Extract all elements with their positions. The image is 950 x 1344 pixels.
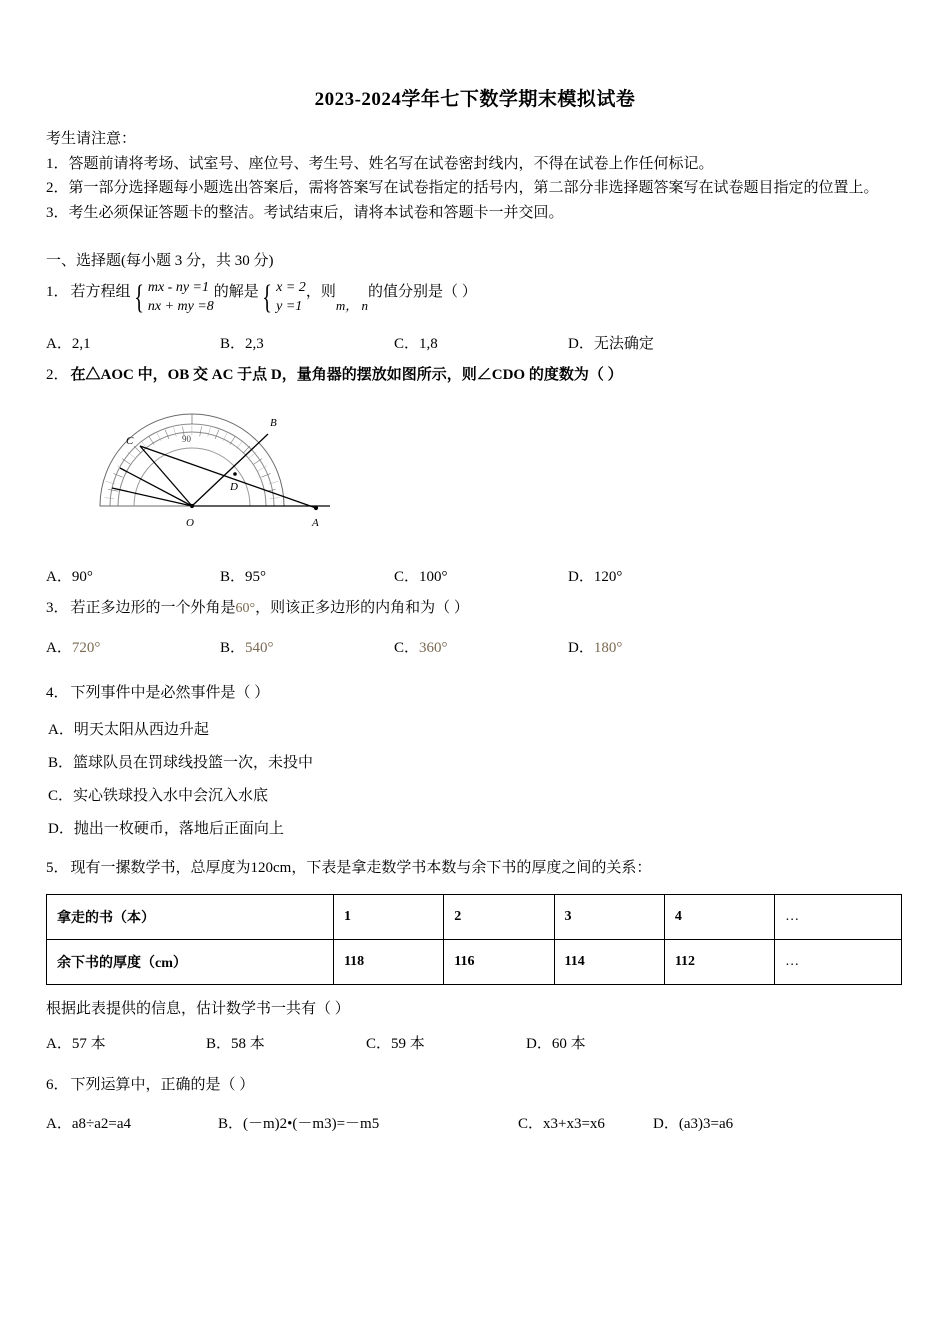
option-2-d[interactable]: D．120° bbox=[568, 569, 623, 586]
question-6-stem: 下列运算中，正确的是（ ） bbox=[70, 1076, 255, 1093]
cell-r2c1: 118 bbox=[333, 939, 443, 984]
question-3-options bbox=[46, 636, 904, 657]
option-2-a[interactable]: A．90° bbox=[46, 569, 93, 586]
question-5-stem: 现有一摞数学书，总厚度为120cm，下表是拿走数学书本数与余下书的厚度之间的关系： bbox=[70, 860, 652, 877]
cell-r1c2: 2 bbox=[444, 894, 554, 939]
question-3-stem-before: 若正多边形的一个外角是 bbox=[70, 600, 236, 617]
question-1 bbox=[46, 280, 904, 318]
question-5 bbox=[46, 856, 904, 882]
page-title: 2023-2024学年七下数学期末模拟试卷 bbox=[314, 89, 636, 110]
question-3-stem-after: ，则该正多边形的内角和为（ ） bbox=[255, 600, 469, 617]
option-3-a-value: 720° bbox=[71, 639, 101, 656]
question-2-stem: 在△AOC 中，OB 交 AC 于点 D，量角器的摆放如图所示，则∠CDO 的度数为（ ） bbox=[70, 366, 623, 383]
row-label-books-taken: 拿走的书（本） bbox=[47, 894, 334, 939]
system2-line2: y =1 bbox=[276, 298, 303, 314]
left-brace-icon-2: { bbox=[262, 278, 272, 316]
question-1-vars: m， n bbox=[335, 297, 368, 313]
option-4-b[interactable]: B．篮球队员在罚球线投篮一次，未投中 bbox=[48, 755, 314, 772]
point-O-marker bbox=[190, 504, 194, 508]
label-D: D bbox=[230, 481, 238, 494]
question-5-number: 5． bbox=[46, 860, 69, 877]
option-5-d[interactable]: D．60 本 bbox=[526, 1035, 586, 1052]
cell-r2c2: 116 bbox=[444, 939, 554, 984]
notice-line-3: 3．考生必须保证答题卡的整洁。考试结束后，请将本试卷和答题卡一并交回。 bbox=[46, 204, 564, 221]
option-1-b[interactable]: B．2,3 bbox=[220, 335, 264, 352]
question-2-number: 2． bbox=[46, 366, 69, 383]
left-brace-icon: { bbox=[133, 278, 144, 316]
cell-r2c3: 114 bbox=[554, 939, 664, 984]
label-C: C bbox=[126, 435, 134, 448]
option-3-b-label: B． bbox=[220, 639, 246, 656]
cell-r1c3: 3 bbox=[554, 894, 664, 939]
notice-line-2: 2．第一部分选择题每小题选出答案后，需将答案写在试卷指定的括号内，第二部分非选择题答案写在试卷题目指定的位置上。 bbox=[46, 180, 879, 197]
question-3-number: 3． bbox=[46, 600, 69, 617]
option-5-b[interactable]: B．58 本 bbox=[206, 1035, 265, 1052]
option-1-c[interactable]: C．1,8 bbox=[394, 335, 438, 352]
question-6 bbox=[46, 1073, 904, 1099]
option-2-b[interactable]: B．95° bbox=[220, 569, 267, 586]
point-D-marker bbox=[233, 472, 237, 476]
label-O: O bbox=[186, 517, 194, 530]
option-4-c[interactable]: C．实心铁球投入水中会沉入水底 bbox=[48, 788, 269, 805]
notice-line-1: 1．答题前请将考场、试室号、座位号、考生号、姓名写在试卷密封线内，不得在试卷上作任何标记。 bbox=[46, 156, 714, 172]
option-5-a[interactable]: A．57 本 bbox=[46, 1035, 106, 1052]
data-table bbox=[46, 894, 902, 985]
option-6-c[interactable]: C．x3+x3=x6 bbox=[518, 1116, 605, 1133]
cell-r1c1: 1 bbox=[333, 894, 443, 939]
option-3-b[interactable] bbox=[220, 636, 394, 657]
question-6-number: 6． bbox=[46, 1076, 69, 1093]
question-1-number: 1． bbox=[46, 283, 69, 300]
option-3-c[interactable] bbox=[394, 636, 568, 657]
question-5-after-table: 根据此表提供的信息，估计数学书一共有（ ） bbox=[46, 1000, 350, 1017]
question-1-options bbox=[46, 332, 904, 353]
point-A-marker bbox=[314, 506, 318, 510]
table-row bbox=[47, 894, 902, 939]
question-4-number: 4． bbox=[46, 684, 69, 701]
system1-line2: nx + my =8 bbox=[147, 298, 214, 314]
option-6-b[interactable]: B．(－m)2•(－m3)=－m5 bbox=[218, 1116, 380, 1133]
option-3-c-label: C． bbox=[394, 639, 420, 656]
option-3-d[interactable] bbox=[568, 636, 742, 657]
question-1-system-1 bbox=[131, 279, 214, 317]
option-3-b-value: 540° bbox=[245, 639, 274, 656]
label-ninety: 90 bbox=[182, 434, 191, 445]
option-6-d[interactable]: D．(a3)3=a6 bbox=[653, 1116, 734, 1133]
cell-r1c5: … bbox=[775, 894, 902, 939]
question-4 bbox=[46, 681, 904, 707]
option-1-d[interactable]: D．无法确定 bbox=[568, 335, 654, 352]
row-label-remaining-thickness: 余下书的厚度（cm） bbox=[47, 939, 334, 984]
protractor-diagram-svg bbox=[82, 396, 342, 546]
option-5-c[interactable]: C．59 本 bbox=[366, 1035, 425, 1052]
question-1-text-before: 若方程组 bbox=[70, 283, 131, 300]
question-1-text-mid: 的解是 bbox=[213, 283, 259, 300]
option-3-a[interactable] bbox=[46, 636, 220, 657]
question-6-options bbox=[46, 1112, 904, 1133]
question-2 bbox=[46, 363, 904, 389]
section-title: 一、选择题(每小题 3 分，共 30 分) bbox=[46, 252, 274, 269]
question-1-text-end: 的值分别是（ ） bbox=[367, 283, 477, 300]
option-3-d-label: D． bbox=[568, 639, 594, 656]
option-4-d[interactable]: D．抛出一枚硬币，落地后正面向上 bbox=[48, 821, 284, 838]
label-A: A bbox=[312, 517, 319, 530]
question-3-value: 60° bbox=[235, 601, 256, 617]
notice-heading: 考生请注意： bbox=[46, 131, 137, 147]
system2-line1: x = 2 bbox=[276, 279, 306, 295]
question-1-system-2 bbox=[259, 279, 306, 317]
option-3-a-label: A． bbox=[46, 639, 72, 656]
table-row bbox=[47, 939, 902, 984]
question-5-options bbox=[46, 1032, 904, 1053]
option-6-a[interactable]: A．a8÷a2=a4 bbox=[46, 1116, 131, 1133]
question-4-options bbox=[46, 718, 904, 838]
option-3-d-value: 180° bbox=[593, 639, 623, 656]
question-3 bbox=[46, 596, 904, 622]
cell-r2c4: 112 bbox=[664, 939, 774, 984]
option-4-a[interactable]: A．明天太阳从西边升起 bbox=[48, 722, 209, 739]
question-2-options bbox=[46, 565, 904, 586]
cell-r1c4: 4 bbox=[664, 894, 774, 939]
question-1-text-after: ，则 bbox=[305, 283, 336, 300]
protractor-figure bbox=[82, 396, 904, 551]
label-B: B bbox=[270, 417, 277, 430]
system1-line1: mx - ny =1 bbox=[147, 279, 210, 295]
option-1-a[interactable]: A．2,1 bbox=[46, 335, 91, 352]
cell-r2c5: … bbox=[775, 939, 902, 984]
option-3-c-value: 360° bbox=[419, 639, 448, 656]
option-2-c[interactable]: C．100° bbox=[394, 569, 448, 586]
question-4-stem: 下列事件中是必然事件是（ ） bbox=[70, 684, 270, 701]
